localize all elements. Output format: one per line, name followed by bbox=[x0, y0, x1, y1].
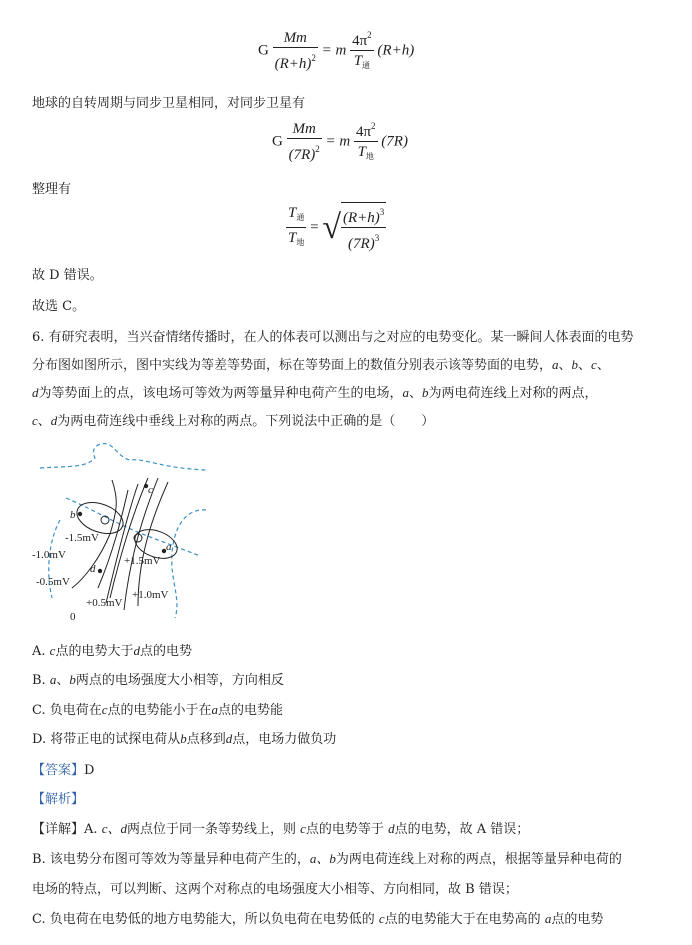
detail-line1 bbox=[32, 818, 529, 837]
q6-text: 为两电荷连线上对称的两点， bbox=[428, 386, 598, 401]
line-1 bbox=[106, 484, 138, 603]
label-m10: -1.0mV bbox=[32, 549, 66, 561]
option-text: 点的电势能小于在 bbox=[107, 703, 212, 718]
option-text: 点，电场力做负功 bbox=[232, 732, 337, 747]
fraction bbox=[273, 29, 318, 74]
eq-symbol: G bbox=[272, 133, 283, 150]
equation-3 bbox=[286, 202, 386, 254]
point-d: d bbox=[133, 643, 140, 658]
equation-2 bbox=[272, 117, 408, 167]
detail-text: 点的电势能大于在电势高的 bbox=[384, 912, 541, 927]
detail-text: 点的电势 bbox=[551, 912, 604, 927]
label-c: c bbox=[148, 484, 153, 496]
answer bbox=[32, 759, 94, 778]
q6-text: 为两电荷连线中垂线上对称的两点。下列说法中正确的是（ ） bbox=[57, 414, 435, 429]
q6-line1: 6. 有研究表明，当兴奋情绪传播时，在人的体表可以测出与之对应的电势变化。某一瞬间人体表面的电势 bbox=[32, 330, 634, 345]
sep: 、 bbox=[578, 358, 592, 373]
right-arm-outline bbox=[172, 510, 206, 618]
label-p05: +0.5mV bbox=[86, 597, 123, 609]
subscript: 通 bbox=[362, 61, 371, 70]
detail-label: 【详解】 bbox=[32, 822, 85, 837]
label-p10: +1.0mV bbox=[132, 589, 169, 601]
point-a: a bbox=[402, 385, 410, 400]
numerator: (R+h) bbox=[342, 210, 380, 226]
option-label: A. bbox=[32, 644, 46, 659]
detail-line3: 电场的特点，可以判断、这两个对称点的电场强度大小相等、方向相同，故 B 错误； bbox=[32, 882, 518, 897]
label-m15: -1.5mV bbox=[65, 532, 99, 544]
option-label: B. bbox=[32, 673, 46, 688]
denominator: (7R) bbox=[288, 146, 316, 163]
eq-tail: (R+h) bbox=[377, 42, 415, 59]
detail-line4 bbox=[32, 908, 603, 927]
q6-line3 bbox=[32, 382, 598, 401]
point-c: c bbox=[300, 821, 306, 836]
text-choose-c: 故选 C。 bbox=[32, 299, 86, 314]
numerator: 4π bbox=[355, 124, 372, 140]
point-b: b bbox=[180, 731, 187, 746]
exponent: 3 bbox=[374, 233, 380, 243]
sep: 、 bbox=[37, 414, 51, 429]
detail-text: C. 负电荷在电势低的地方电势能大，所以负电荷在电势低的 bbox=[32, 912, 375, 927]
point-a: a bbox=[211, 702, 219, 717]
detail-text: A. bbox=[84, 822, 98, 837]
label-p15: +1.5mV bbox=[124, 555, 161, 567]
detail-text: 两点位于同一条等势线上，则 bbox=[126, 822, 296, 837]
equals-sign: = bbox=[310, 219, 319, 236]
subscript: 地 bbox=[296, 237, 305, 247]
pair-cd: c、d bbox=[101, 821, 127, 836]
fraction bbox=[286, 204, 306, 253]
point-d: d bbox=[225, 731, 233, 746]
sep: 、 bbox=[558, 358, 572, 373]
text-rotation: 地球的自转周期与同步卫星相同，对同步卫星有 bbox=[32, 96, 306, 111]
answer-value: D bbox=[84, 763, 95, 778]
label-a: a bbox=[166, 541, 172, 553]
option-text: 点的电势 bbox=[139, 644, 192, 659]
option-label: D. 将带正电的试探电荷从 bbox=[32, 732, 181, 747]
subscript: 地 bbox=[365, 152, 374, 161]
option-label: C. 负电荷在 bbox=[32, 703, 102, 718]
text-organize: 整理有 bbox=[32, 182, 72, 197]
point-c: c bbox=[101, 702, 108, 717]
exponent: 2 bbox=[311, 52, 316, 63]
eq-tail: (7R) bbox=[381, 133, 408, 150]
point-a: a bbox=[49, 672, 57, 687]
potential-figure bbox=[30, 438, 210, 623]
fraction bbox=[287, 120, 322, 165]
point-a: a bbox=[552, 357, 559, 372]
point-b-dot bbox=[78, 512, 82, 516]
option-text: 点的电势大于 bbox=[55, 644, 134, 659]
line-4 bbox=[138, 482, 168, 606]
denominator: T bbox=[288, 229, 297, 246]
exponent: 3 bbox=[379, 207, 385, 217]
option-text: 点移到 bbox=[186, 732, 226, 747]
option-a bbox=[32, 640, 192, 659]
option-d bbox=[32, 728, 336, 747]
exponent: 2 bbox=[315, 143, 320, 154]
eq-rhs: = m bbox=[325, 133, 351, 150]
denominator: (R+h) bbox=[274, 55, 312, 72]
body-outline bbox=[40, 444, 206, 618]
point-b: b bbox=[69, 672, 76, 687]
point-c: c bbox=[32, 413, 38, 428]
denominator: T bbox=[353, 53, 363, 69]
radicand bbox=[341, 202, 386, 254]
q6-line4 bbox=[32, 410, 434, 429]
label-m05: -0.5mV bbox=[36, 576, 70, 588]
q6-text: 为等势面上的点，该电场可等效为两等量异种电荷产生的电场， bbox=[38, 386, 403, 401]
point-b: b bbox=[422, 385, 429, 400]
option-c bbox=[32, 699, 283, 718]
label-b: b bbox=[70, 509, 76, 521]
point-c: c bbox=[49, 643, 56, 658]
numerator: Mm bbox=[292, 120, 316, 137]
numerator: Mm bbox=[283, 29, 307, 46]
point-c: c bbox=[591, 357, 597, 372]
exponent: 2 bbox=[367, 30, 372, 40]
point-d: d bbox=[50, 413, 58, 428]
analysis-label: 【解析】 bbox=[32, 792, 85, 807]
option-b bbox=[32, 669, 284, 688]
option-text: 点的电势能 bbox=[218, 703, 284, 718]
detail-text: 点的电势等于 bbox=[305, 822, 384, 837]
detail-text: 点的电势，故 A 错误； bbox=[394, 822, 530, 837]
point-a: a bbox=[544, 911, 552, 926]
eq-symbol: G bbox=[258, 42, 269, 59]
shoulder-outline bbox=[40, 444, 206, 470]
label-d: d bbox=[90, 563, 96, 575]
fraction bbox=[354, 117, 378, 167]
point-b: b bbox=[571, 357, 579, 372]
fraction bbox=[350, 26, 374, 76]
numerator: T bbox=[288, 204, 297, 221]
label-zero: 0 bbox=[70, 611, 76, 623]
answer-label: 【答案】 bbox=[32, 763, 85, 778]
detail-text: B. 该电势分布图可等效为等量异种电荷产生的， bbox=[32, 852, 310, 867]
detail-line2 bbox=[32, 848, 622, 867]
point-d: d bbox=[388, 821, 395, 836]
sep: 、 bbox=[596, 358, 610, 373]
text-d-wrong: 故 D 错误。 bbox=[32, 268, 103, 283]
denominator: (7R) bbox=[348, 236, 375, 252]
equation-1 bbox=[258, 26, 414, 76]
point-d: d bbox=[32, 385, 39, 400]
sep: 、 bbox=[56, 673, 70, 688]
q6-text: 分布图如图所示，图中实线为等差等势面，标在等势面上的数值分别表示该等势面的电势， bbox=[32, 358, 553, 373]
eq-rhs: = m bbox=[321, 42, 347, 59]
sep: 、 bbox=[409, 386, 423, 401]
q6-line2 bbox=[32, 354, 610, 373]
point-d-dot bbox=[98, 569, 102, 573]
numerator: 4π bbox=[352, 33, 368, 49]
exponent: 2 bbox=[371, 121, 376, 131]
sqrt-icon: √ bbox=[322, 209, 341, 246]
point-c: c bbox=[378, 911, 385, 926]
denominator: T bbox=[357, 144, 366, 160]
detail-text: 为两电荷连线上对称的两点，根据等量异种电荷的 bbox=[335, 852, 622, 867]
option-text: 两点的电场强度大小相等，方向相反 bbox=[75, 673, 284, 688]
subscript: 通 bbox=[296, 212, 305, 222]
pair-ab: a、b bbox=[309, 851, 336, 866]
